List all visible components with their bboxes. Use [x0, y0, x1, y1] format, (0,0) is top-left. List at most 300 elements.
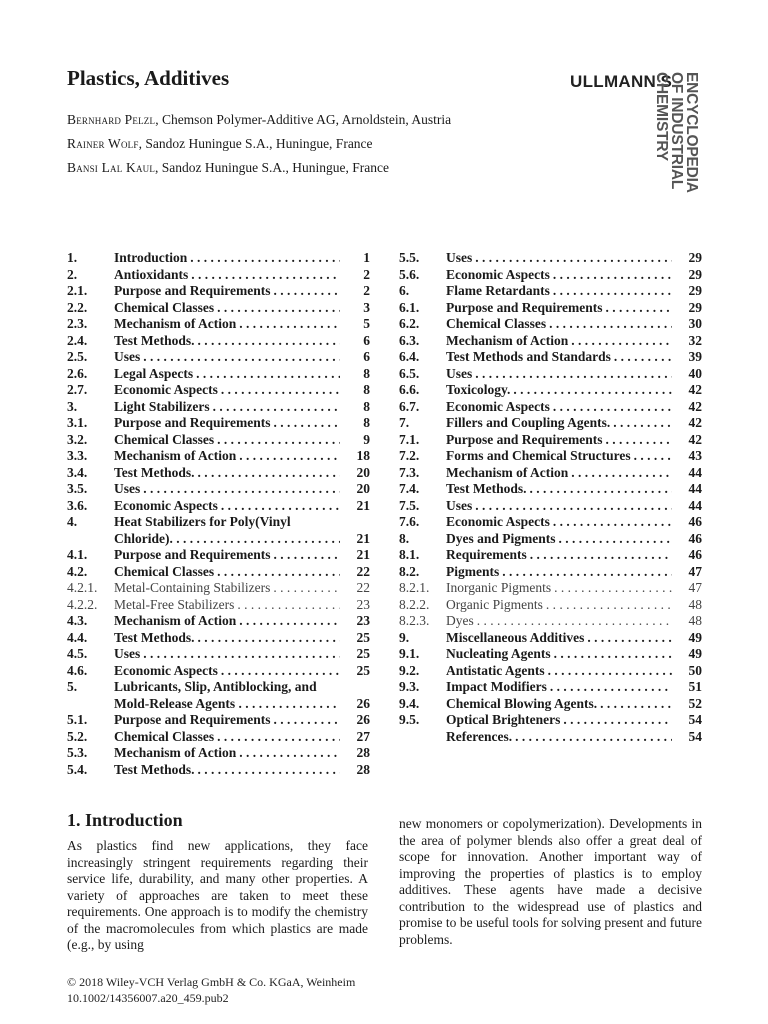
toc-entry-number: 6.6.: [399, 382, 420, 397]
toc-entry[interactable]: [67, 333, 370, 350]
toc-entry-page: 23: [356, 613, 370, 628]
toc-entry-page: 39: [688, 349, 702, 364]
toc-entry-title-text: Dyes and Pigments: [446, 531, 559, 546]
toc-entry-title: [446, 696, 672, 713]
toc-entry-number: 7.: [399, 415, 410, 430]
toc-entry-number: 9.3.: [399, 679, 420, 694]
toc-entry-title: [446, 300, 672, 317]
toc-entry[interactable]: [399, 679, 702, 696]
toc-entry-page: 47: [688, 563, 702, 579]
toc-entry[interactable]: [67, 432, 370, 449]
toc-entry-number: 3.5.: [67, 481, 88, 496]
toc-entry-title: [114, 349, 340, 366]
toc-entry-title-text: Dyes: [446, 613, 477, 628]
toc-entry-title: [446, 481, 672, 498]
toc-entry-number: 7.6.: [399, 514, 420, 529]
toc-entry-title-text: Chemical Classes: [114, 564, 217, 579]
toc-entry-title-text: Purpose and Requirements: [114, 283, 274, 298]
toc-entry-page: 50: [688, 662, 702, 678]
toc-entry[interactable]: [67, 300, 370, 317]
toc-entry[interactable]: [67, 415, 370, 432]
toc-entry-page: 5: [363, 316, 370, 331]
toc-entry-page: 46: [688, 547, 702, 562]
toc-entry-number: 9.4.: [399, 695, 420, 711]
toc-entry-page: 28: [356, 745, 370, 760]
toc-entry-title-text: Mechanism of Action: [114, 448, 239, 463]
toc-entry-title: [114, 712, 340, 729]
toc-entry[interactable]: [67, 316, 370, 333]
toc-entry-title-text: Antioxidants: [114, 267, 191, 282]
toc-entry-number: 2.3.: [67, 316, 88, 331]
toc-entry-title: [446, 663, 672, 680]
toc-entry-title: [446, 465, 672, 482]
toc-entry[interactable]: [399, 382, 702, 399]
toc-entry-title-text: Metal-Containing Stabilizers: [114, 580, 273, 595]
doi-text: 10.1002/14356007.a20_459.pub2: [67, 991, 229, 1005]
toc-entry-page: 49: [688, 629, 702, 645]
toc-entry-title: [114, 316, 340, 333]
toc-entry-number: 7.4.: [399, 481, 420, 496]
toc-entry-title: [114, 745, 340, 762]
toc-entry[interactable]: [399, 366, 702, 383]
toc-entry[interactable]: [67, 613, 370, 630]
toc-entry-title-text: Miscellaneous Additives: [446, 630, 587, 645]
toc-entry-title: [114, 267, 340, 284]
toc-entry-title-continued: Mold-Release Agents . . .: [114, 696, 340, 713]
toc-entry-page: 18: [356, 448, 370, 463]
toc-entry-title-text: Mechanism of Action: [114, 745, 239, 760]
footer: [67, 974, 355, 1006]
toc-entry-title: [446, 679, 672, 696]
toc-entry-page: 21: [356, 530, 370, 546]
toc-entry-title-text: Uses: [446, 250, 475, 265]
toc-entry-page: 42: [688, 415, 702, 430]
toc-entry-number: 5.5.: [399, 250, 420, 265]
toc-entry-page: 9: [363, 431, 370, 447]
toc-entry-page: 22: [356, 580, 370, 595]
toc-entry-number: 6.2.: [399, 316, 420, 331]
toc-entry-title: [114, 415, 340, 432]
toc-entry-number: 5.2.: [67, 728, 88, 744]
toc-entry[interactable]: [399, 729, 702, 746]
toc-entry-number: 9.: [399, 629, 410, 645]
toc-entry[interactable]: [67, 597, 370, 614]
toc-entry-title-text: Mechanism of Action: [114, 613, 239, 628]
toc-entry-page: 25: [356, 629, 370, 645]
toc-entry-page: 8: [363, 415, 370, 430]
toc-entry-number: 5.: [67, 679, 78, 694]
table-of-contents-right: [399, 250, 702, 745]
toc-entry-page: 29: [688, 250, 702, 265]
toc-entry-page: 25: [356, 662, 370, 678]
toc-entry-title-text: Economic Aspects: [114, 498, 221, 513]
toc-entry-number: 2.2.: [67, 299, 88, 315]
toc-entry-title-text: Economic Aspects: [446, 267, 553, 282]
toc-entry-title-text: Heat Stabilizers for Poly(Vinyl: [114, 514, 294, 529]
toc-entry-number: 4.2.: [67, 563, 88, 579]
author-affiliation: , Chemson Polymer-Additive AG, Arnoldstein, Austria: [155, 112, 452, 127]
toc-entry-title: [114, 399, 340, 416]
toc-entry-number: 9.5.: [399, 712, 420, 727]
toc-entry-title: [446, 432, 672, 449]
toc-entry-number: 2.5.: [67, 349, 88, 364]
toc-entry-title-text: Inorganic Pigments: [446, 580, 554, 595]
toc-entry-page: 25: [356, 646, 370, 661]
toc-entry[interactable]: [67, 564, 370, 581]
toc-entry-title-text: Test Methods.: [114, 630, 198, 645]
toc-entry-number: 1.: [67, 250, 78, 265]
section-heading: 1. Introduction: [67, 810, 183, 830]
toc-entry-title: [446, 712, 672, 729]
toc-entry-page: 30: [688, 316, 702, 331]
toc-entry-number: 2.6.: [67, 365, 88, 381]
toc-entry-title: [114, 498, 340, 515]
toc-entry[interactable]: [399, 712, 702, 729]
toc-entry[interactable]: [399, 432, 702, 449]
toc-entry-title: [446, 250, 672, 267]
toc-entry-page: 44: [688, 481, 702, 496]
toc-entry-title-text: Purpose and Requirements: [114, 415, 274, 430]
toc-entry-title: [114, 250, 340, 267]
toc-entry-number: 7.2.: [399, 448, 420, 463]
toc-entry-page: 48: [688, 596, 702, 612]
toc-entry-title: [114, 481, 340, 498]
toc-entry-title-text: Economic Aspects: [446, 514, 553, 529]
toc-entry[interactable]: [67, 399, 370, 416]
author-line: [67, 160, 389, 176]
toc-entry[interactable]: [399, 696, 702, 713]
toc-entry[interactable]: [399, 514, 702, 531]
toc-entry-title: [446, 382, 672, 399]
toc-entry-page: 20: [356, 464, 370, 480]
toc-entry[interactable]: [399, 448, 702, 465]
toc-entry[interactable]: [67, 382, 370, 399]
toc-entry-title: [446, 514, 672, 531]
toc-entry-page: 46: [688, 514, 702, 529]
toc-entry-title-text: Economic Aspects: [446, 399, 553, 414]
author-name: Bernhard Pelzl: [67, 112, 156, 127]
toc-entry[interactable]: [399, 316, 702, 333]
toc-entry-title: [446, 316, 672, 333]
toc-entry-title: [114, 382, 340, 399]
toc-entry-title: [446, 564, 672, 581]
toc-entry-page: 26: [356, 695, 370, 711]
toc-entry-title: [446, 366, 672, 383]
toc-entry-title: [114, 283, 340, 300]
body-paragraph: As plastics find new applications, they face increasingly stringent requirements regarding their service life, durability, and many other properties. A variety of approaches are taken to meet these requirements. One approach is to modify the chemistry of the macromolecules from which plastics are made (e.g., by using: [67, 838, 368, 952]
toc-entry-number: 8.1.: [399, 547, 420, 562]
toc-entry-page: 29: [688, 299, 702, 315]
toc-entry-page: 1: [363, 250, 370, 265]
toc-entry-page: 42: [688, 398, 702, 414]
toc-entry-page: 28: [356, 761, 370, 777]
toc-entry-title-text: Chemical Classes: [446, 316, 549, 331]
toc-entry-number: 7.5.: [399, 497, 420, 513]
toc-entry-title-text: Optical Brighteners: [446, 712, 563, 727]
toc-entry-title: [446, 399, 672, 416]
toc-entry[interactable]: [399, 547, 702, 564]
toc-entry-title: [114, 333, 340, 350]
toc-entry-number: 2.: [67, 266, 78, 282]
toc-entry-number: 2.4.: [67, 332, 88, 348]
toc-entry-number: 8.2.: [399, 563, 420, 579]
toc-entry-title: [114, 597, 340, 614]
toc-entry-title: [446, 613, 672, 630]
toc-entry[interactable]: [67, 481, 370, 498]
toc-entry-title: [114, 564, 340, 581]
toc-entry-number: 2.1.: [67, 283, 88, 298]
toc-entry-number: 8.2.2.: [399, 596, 430, 612]
toc-entry[interactable]: [399, 399, 702, 416]
toc-entry-title-text: Mechanism of Action: [446, 333, 571, 348]
toc-entry[interactable]: [399, 267, 702, 284]
toc-entry-number: 3.2.: [67, 431, 88, 447]
toc-entry-title: [114, 613, 340, 630]
toc-entry-page: 26: [356, 712, 370, 727]
logo-brand: ULLMANN'S: [570, 72, 673, 91]
author-name: Rainer Wolf: [67, 136, 139, 151]
toc-entry-title-text: Nucleating Agents: [446, 646, 554, 661]
toc-entry[interactable]: [399, 250, 702, 267]
toc-entry-title-text: Antistatic Agents: [446, 663, 548, 678]
toc-entry-page: 6: [363, 349, 370, 364]
toc-entry[interactable]: [399, 646, 702, 663]
toc-entry-number: 6.3.: [399, 332, 420, 348]
toc-entry[interactable]: [399, 283, 702, 300]
toc-entry-page: 22: [356, 563, 370, 579]
toc-entry[interactable]: [399, 498, 702, 515]
toc-entry-title-text: Impact Modifiers: [446, 679, 550, 694]
toc-entry-number: 6.: [399, 283, 410, 298]
toc-entry-number: 5.6.: [399, 266, 420, 282]
toc-entry-number: 6.4.: [399, 349, 420, 364]
toc-entry[interactable]: [399, 580, 702, 597]
toc-entry-title-text: Pigments: [446, 564, 502, 579]
toc-entry-page: 32: [688, 332, 702, 348]
toc-entry[interactable]: [399, 663, 702, 680]
toc-entry-title-text: Chemical Blowing Agents.: [446, 696, 600, 711]
toc-entry-title: [114, 547, 340, 564]
copyright-text: © 2018 Wiley-VCH Verlag GmbH & Co. KGaA, Weinheim: [67, 975, 356, 989]
toc-entry[interactable]: [399, 481, 702, 498]
toc-entry-title: [446, 630, 672, 647]
toc-entry-title-text: Purpose and Requirements: [446, 300, 606, 315]
author-affiliation: , Sandoz Huningue S.A., Huningue, France: [155, 160, 390, 175]
toc-entry-number: 9.2.: [399, 662, 420, 678]
toc-entry[interactable]: [399, 465, 702, 482]
toc-entry-title-text: Chemical Classes: [114, 729, 217, 744]
toc-entry-page: 21: [356, 497, 370, 513]
toc-entry-title: [446, 597, 672, 614]
toc-entry-title-text: Forms and Chemical Structures: [446, 448, 634, 463]
toc-entry-page: 44: [688, 464, 702, 480]
toc-entry-number: 4.: [67, 514, 78, 529]
toc-entry[interactable]: [67, 646, 370, 663]
toc-entry-title: [114, 663, 340, 680]
toc-entry-title-text: Chemical Classes: [114, 300, 217, 315]
toc-entry-page: 21: [356, 547, 370, 562]
toc-entry-title-text: Introduction: [114, 250, 190, 265]
toc-entry-page: 6: [363, 332, 370, 348]
toc-entry-title-text: Toxicology.: [446, 382, 513, 397]
toc-entry-page: 44: [688, 497, 702, 513]
toc-entry-number: 3.4.: [67, 464, 88, 480]
toc-entry-number: 3.3.: [67, 448, 88, 463]
toc-entry[interactable]: [67, 283, 370, 300]
table-of-contents-left: [67, 250, 370, 778]
toc-entry-title-text: Mechanism of Action: [446, 465, 571, 480]
toc-entry-page: 47: [688, 580, 702, 595]
toc-entry-number: 2.7.: [67, 382, 88, 397]
toc-entry-title-text: Mechanism of Action: [114, 316, 239, 331]
toc-entry-title-text: Economic Aspects: [114, 382, 221, 397]
toc-entry-title: [114, 679, 340, 712]
toc-entry-title-text: Organic Pigments: [446, 597, 546, 612]
toc-entry-number: 6.7.: [399, 398, 420, 414]
toc-entry[interactable]: [67, 762, 370, 779]
toc-entry-number: 3.1.: [67, 415, 88, 430]
toc-entry[interactable]: [67, 250, 370, 267]
toc-entry-number: 8.2.3.: [399, 613, 430, 628]
toc-entry-title: [114, 580, 340, 597]
toc-entry-title-text: Uses: [446, 366, 475, 381]
toc-entry-number: 6.1.: [399, 299, 420, 315]
toc-entry-number: 4.2.2.: [67, 596, 98, 612]
toc-entry-number: 4.5.: [67, 646, 88, 661]
toc-entry-page: 2: [363, 283, 370, 298]
toc-entry-number: 9.1.: [399, 646, 420, 661]
toc-entry-title-text: Legal Aspects: [114, 366, 196, 381]
toc-entry[interactable]: [67, 465, 370, 482]
toc-entry-number: 4.1.: [67, 547, 88, 562]
toc-entry-number: 3.6.: [67, 497, 88, 513]
toc-entry-number: 7.3.: [399, 464, 420, 480]
toc-entry-title-text: Purpose and Requirements: [446, 432, 606, 447]
toc-entry[interactable]: [399, 597, 702, 614]
toc-entry-title: [114, 630, 340, 647]
toc-entry-title-text: Lubricants, Slip, Antiblocking, and: [114, 679, 320, 694]
author-line: [67, 136, 373, 152]
toc-entry-title-text: Uses: [114, 481, 143, 496]
toc-entry-title-text: Light Stabilizers: [114, 399, 213, 414]
toc-entry-title: [446, 415, 672, 432]
toc-entry-title: [446, 646, 672, 663]
toc-entry-title-continued: Chloride). . . .: [114, 531, 340, 548]
toc-entry-page: 51: [688, 679, 702, 694]
toc-entry-page: 8: [363, 398, 370, 414]
toc-entry[interactable]: [399, 564, 702, 581]
toc-entry[interactable]: [67, 663, 370, 680]
toc-entry-title: [446, 333, 672, 350]
toc-entry-title: [114, 448, 340, 465]
toc-entry[interactable]: [399, 333, 702, 350]
toc-entry-title: [114, 646, 340, 663]
toc-entry-page: 54: [688, 728, 702, 744]
toc-entry[interactable]: [67, 366, 370, 383]
toc-entry-title: [114, 729, 340, 746]
toc-entry-title-text: Purpose and Requirements: [114, 547, 274, 562]
toc-entry-title: [114, 465, 340, 482]
toc-entry-title-text: Requirements: [446, 547, 530, 562]
toc-entry-number: 3.: [67, 398, 78, 414]
toc-entry-title: [446, 448, 672, 465]
toc-entry-title-text: Economic Aspects: [114, 663, 221, 678]
page-title: Plastics, Additives: [67, 66, 230, 90]
ullmanns-logo: [570, 72, 710, 212]
toc-entry-page: 52: [688, 695, 702, 711]
toc-entry-page: 20: [356, 481, 370, 496]
toc-entry[interactable]: [67, 679, 370, 712]
toc-entry-number: 7.1.: [399, 431, 420, 447]
toc-entry[interactable]: [67, 514, 370, 547]
toc-entry-title-text: Test Methods.: [114, 333, 198, 348]
toc-entry-title: [446, 498, 672, 515]
author-name: Bansi Lal Kaul: [67, 160, 156, 175]
toc-entry[interactable]: [67, 267, 370, 284]
toc-entry-title-text: Flame Retardants: [446, 283, 553, 298]
toc-entry[interactable]: [399, 531, 702, 548]
toc-entry[interactable]: [67, 498, 370, 515]
toc-entry[interactable]: [67, 349, 370, 366]
toc-entry[interactable]: [67, 712, 370, 729]
body-paragraph: new monomers or copolymerization). Developments in the area of polymer blends also offer a great deal of scope for innovation. Another important way of improving the properties of plastics is to employ additives. These agents have made a decisive contribution to the widespread use of plastics and promise to be useful tools for solving present and future problems.: [399, 816, 702, 947]
toc-entry-page: 42: [688, 431, 702, 447]
toc-entry-title-text: Uses: [446, 498, 475, 513]
toc-entry-page: 48: [688, 613, 702, 628]
toc-entry-number: 4.4.: [67, 629, 88, 645]
toc-entry[interactable]: [399, 300, 702, 317]
toc-entry-title-text: Test Methods.: [114, 762, 198, 777]
toc-entry-page: 8: [363, 365, 370, 381]
toc-entry-title-text: Test Methods.: [114, 465, 198, 480]
toc-entry[interactable]: [399, 630, 702, 647]
toc-entry-number: 4.6.: [67, 662, 88, 678]
toc-entry[interactable]: [399, 415, 702, 432]
toc-entry-number: 5.3.: [67, 745, 88, 760]
toc-entry[interactable]: [67, 547, 370, 564]
toc-entry-number: 4.2.1.: [67, 580, 98, 595]
toc-entry-page: 27: [356, 728, 370, 744]
toc-entry-page: 49: [688, 646, 702, 661]
toc-entry-title: [114, 366, 340, 383]
toc-entry-page: 42: [688, 382, 702, 397]
toc-entry[interactable]: [67, 580, 370, 597]
toc-entry-title: [446, 283, 672, 300]
toc-entry-page: 8: [363, 382, 370, 397]
toc-entry[interactable]: [67, 448, 370, 465]
toc-entry[interactable]: [399, 349, 702, 366]
toc-entry[interactable]: [67, 630, 370, 647]
toc-entry-page: 40: [688, 365, 702, 381]
toc-entry[interactable]: [67, 745, 370, 762]
toc-entry-title: [446, 580, 672, 597]
toc-entry-number: 8.: [399, 530, 410, 546]
toc-entry-number: 6.5.: [399, 365, 420, 381]
author-affiliation: , Sandoz Huningue S.A., Huningue, France: [138, 136, 373, 151]
toc-entry-page: 29: [688, 283, 702, 298]
toc-entry[interactable]: [399, 613, 702, 630]
toc-entry-title: [114, 762, 340, 779]
author-line: [67, 112, 451, 128]
toc-entry-title-text: Test Methods.: [446, 481, 530, 496]
toc-entry-number: 5.1.: [67, 712, 88, 727]
toc-entry[interactable]: [67, 729, 370, 746]
toc-entry-title-text: References.: [446, 729, 515, 744]
toc-entry-page: 43: [688, 448, 702, 463]
toc-entry-title: [446, 349, 672, 366]
toc-entry-number: 4.3.: [67, 613, 88, 628]
toc-entry-title-text: Metal-Free Stabilizers: [114, 597, 237, 612]
